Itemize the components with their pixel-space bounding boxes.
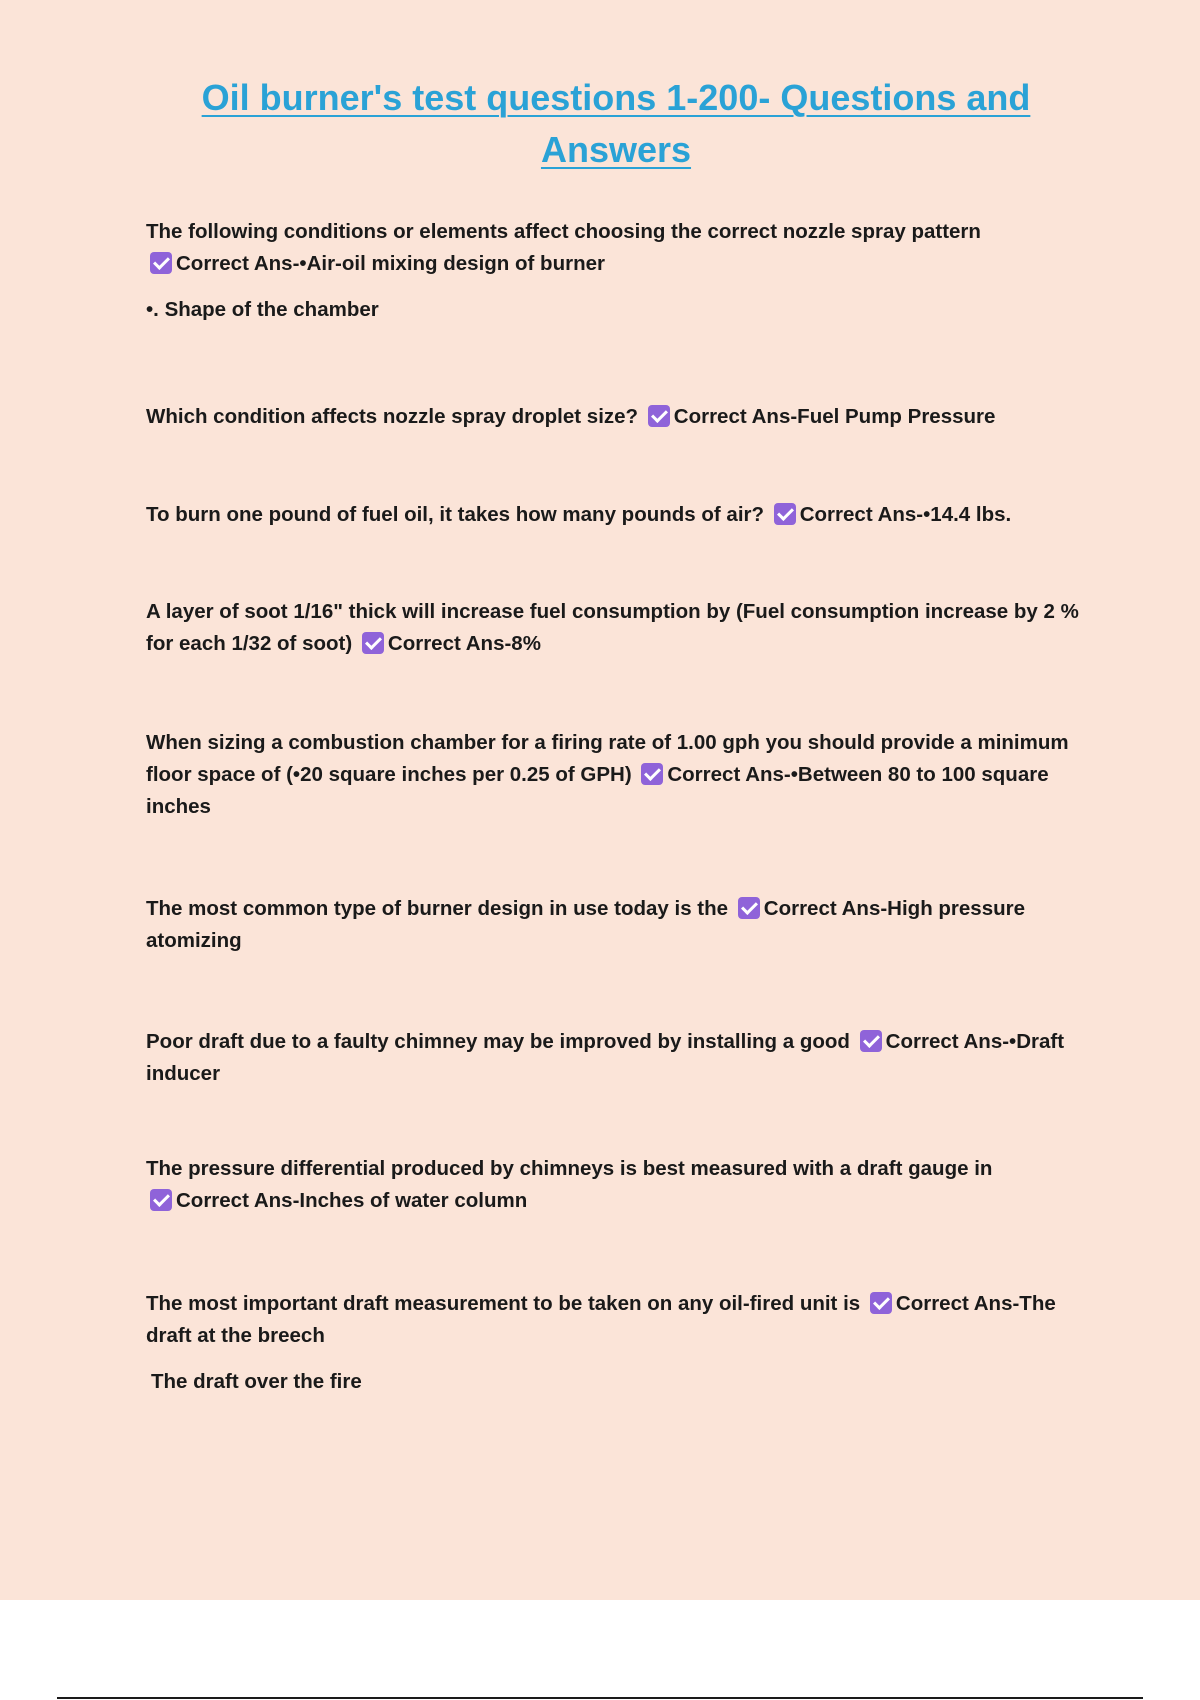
qa-item-4 <box>146 596 1091 660</box>
qa-text <box>146 401 1091 433</box>
qa-text <box>146 727 1091 823</box>
qa-text <box>146 499 1091 531</box>
qa-text <box>146 1153 1091 1217</box>
answer-text: Correct Ans-Inches of water column <box>176 1189 528 1212</box>
qa-text <box>146 1026 1091 1090</box>
footer-divider <box>57 1697 1143 1699</box>
answer-text: Correct Ans-Fuel Pump Pressure <box>673 405 996 428</box>
question-text: The following conditions or elements affect choosing the correct nozzle spray pattern <box>146 220 981 243</box>
question-text: A layer of soot 1/16" thick will increase fuel consumption by (Fuel consumption increase by 2 % for each 1/32 of soot) <box>146 600 1079 655</box>
answer-text: Correct Ans-High pressure atomizing <box>146 897 1026 952</box>
qa-item-2 <box>146 401 1091 433</box>
qa-item-1 <box>146 216 1091 326</box>
answer-text: Correct Ans-The draft at the breech <box>146 1292 1056 1347</box>
question-text: Poor draft due to a faulty chimney may be improved by installing a good <box>146 1030 850 1053</box>
qa-item-7 <box>146 1026 1091 1090</box>
qa-text <box>146 596 1091 660</box>
question-text: Which condition affects nozzle spray droplet size? <box>146 405 639 428</box>
qa-item-6 <box>146 893 1091 957</box>
answer-text: Correct Ans-•Draft inducer <box>146 1030 1065 1085</box>
answer-text: Correct Ans-•14.4 lbs. <box>799 503 1012 526</box>
answer-extra-text: The draft over the fire <box>151 1370 362 1393</box>
qa-text <box>146 893 1091 957</box>
checkbox-checked-icon <box>362 632 384 654</box>
question-text: To burn one pound of fuel oil, it takes how many pounds of air? <box>146 503 765 526</box>
qa-item-3 <box>146 499 1091 531</box>
question-text: The pressure differential produced by chimneys is best measured with a draft gauge in <box>146 1157 993 1180</box>
checkbox-checked-icon <box>774 503 796 525</box>
checkbox-checked-icon <box>648 405 670 427</box>
qa-text <box>146 216 1091 280</box>
answer-text: Correct Ans-•Between 80 to 100 square inches <box>146 763 1049 818</box>
qa-item-8 <box>146 1153 1091 1217</box>
checkbox-checked-icon <box>860 1030 882 1052</box>
answer-extra-text: •. Shape of the chamber <box>146 298 379 321</box>
document-title: Oil burner's test questions 1-200- Questions and Answers <box>201 77 1031 170</box>
qa-item-9 <box>146 1288 1091 1398</box>
qa-text <box>146 1288 1091 1352</box>
checkbox-checked-icon <box>870 1292 892 1314</box>
answer-text: Correct Ans-8% <box>387 632 541 655</box>
checkbox-checked-icon <box>738 897 760 919</box>
checkbox-checked-icon <box>150 1189 172 1211</box>
checkbox-checked-icon <box>641 763 663 785</box>
checkbox-checked-icon <box>150 252 172 274</box>
question-text: The most important draft measurement to be taken on any oil-fired unit is <box>146 1292 861 1315</box>
qa-item-5 <box>146 727 1091 823</box>
answer-text: Correct Ans-•Air-oil mixing design of burner <box>176 252 605 275</box>
question-text: The most common type of burner design in use today is the <box>146 897 729 920</box>
question-text: When sizing a combustion chamber for a firing rate of 1.00 gph you should provide a minimum floor space of (•20 square inches per 0.25 of GPH) <box>146 731 1069 786</box>
